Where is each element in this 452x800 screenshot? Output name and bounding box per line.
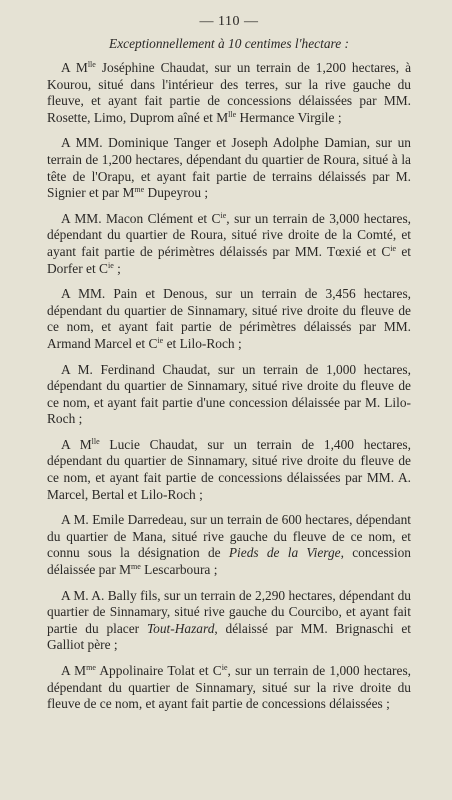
- concession-entry: [47, 512, 411, 578]
- concession-entry: [47, 588, 411, 654]
- entry-text: Lucie Chaudat, sur un terrain de 1,400 hectares, dépendant du quartier de Sinnamary, situé rive droite du fleuve de ce nom, et ayant fait partie de concessions délaissées par MM. A. Marcel, Bertal et Lilo-Roch ;: [47, 436, 411, 502]
- superscript: me: [131, 562, 141, 572]
- concession-entry: [47, 211, 411, 277]
- superscript: ie: [390, 243, 397, 253]
- entry-text: A M: [61, 663, 87, 678]
- page-number: — 110 —: [199, 14, 259, 29]
- entry-text: A MM. Pain et Denous, sur un terrain de 3,456 hectares, dépendant du quartier de Sinnamary, situé rive droite du fleuve de ce nom, et ayant fait partie de périmètres délaissés par MM. Armand Marcel et C: [47, 286, 411, 351]
- entries-list: [47, 60, 411, 713]
- entry-text: A MM. Macon Clément et C: [61, 210, 221, 226]
- superscript: ie: [107, 260, 114, 270]
- entry-text: et Dorfer et C: [47, 243, 411, 276]
- entry-text: , concession délaissée par M: [47, 545, 411, 578]
- entry-text: A M: [61, 60, 88, 75]
- superscript: ie: [157, 335, 164, 345]
- entry-text: Hermance Virgile ;: [236, 109, 342, 125]
- entry-text: , sur un terrain de 3,000 hectares, dépendant du quartier de Roura, situé rive droite de la Comté, et ayant fait partie de périmètres délaissés par MM. Tœxié et C: [47, 210, 412, 259]
- superscript: lle: [91, 436, 100, 446]
- superscript: ie: [220, 210, 227, 220]
- concession-entry: [47, 663, 411, 713]
- concession-entry: [47, 286, 411, 352]
- concession-entry: [47, 437, 411, 503]
- superscript: me: [134, 185, 145, 195]
- entry-text: A M. Ferdinand Chaudat, sur un terrain de 1,000 hectares, dépendant du quartier de Sinnamary, situé rive droite du fleuve de ce nom, et ayant fait partie d'une concession délaissée par M. Lilo-Roch ;: [47, 361, 411, 427]
- entry-text: A M: [61, 436, 92, 452]
- entry-text: A MM. Dominique Tanger et Joseph Adolphe Damian, sur un terrain de 1,200 hectares, dépendant du quartier de Roura, situé à la tête de l'Orapu, et ayant fait partie de terrains délaissés par M. Signier et par M: [47, 135, 411, 201]
- concession-entry: [47, 135, 411, 201]
- entry-text: et Lilo-Roch ;: [163, 335, 242, 351]
- italic-text: Tout-Hazard: [146, 620, 215, 636]
- concession-entry: [47, 60, 411, 126]
- superscript: lle: [228, 109, 237, 119]
- entry-text: Lescarboura ;: [140, 562, 218, 578]
- entry-text: Joséphine Chaudat, sur un terrain de 1,200 hectares, à Kourou, situé dans l'intérieur des terres, sur la rive gauche du fleuve, et ayant fait partie de concessions délaissées par MM. Rosette, Limo, Duprom aîné et M: [47, 60, 412, 125]
- superscript: lle: [87, 60, 96, 69]
- section-heading: Exceptionnellement à 10 centimes l'hectare :: [109, 36, 349, 51]
- superscript: me: [86, 663, 96, 672]
- superscript: ie: [221, 663, 228, 672]
- italic-text: Pieds de la Vierge: [228, 545, 341, 561]
- concession-entry: [47, 362, 411, 428]
- entry-text: ;: [113, 260, 121, 276]
- entry-text: A M. Emile Darredeau, sur un terrain de 600 hectares, dépendant du quartier de Mana, situé rive gauche du fleuve de ce nom, et connu sous la désignation de: [47, 512, 411, 561]
- entry-text: , sur un terrain de 1,000 hectares, dépendant du quartier de Sinnamary, situé sur la rive droite du fleuve de ce nom, et ayant fait partie de concessions délaissées ;: [47, 663, 412, 712]
- entry-text: Appolinaire Tolat et C: [95, 663, 222, 678]
- entry-text: , délaissé par MM. Brignaschi et Galliot père ;: [47, 620, 411, 653]
- entry-text: A M. A. Bally fils, sur un terrain de 2,290 hectares, dépendant du quartier de Sinnamary, situé rive gauche du Courcibo, et ayant fait partie du placer: [47, 587, 411, 636]
- entry-text: Dupeyrou ;: [144, 185, 209, 201]
